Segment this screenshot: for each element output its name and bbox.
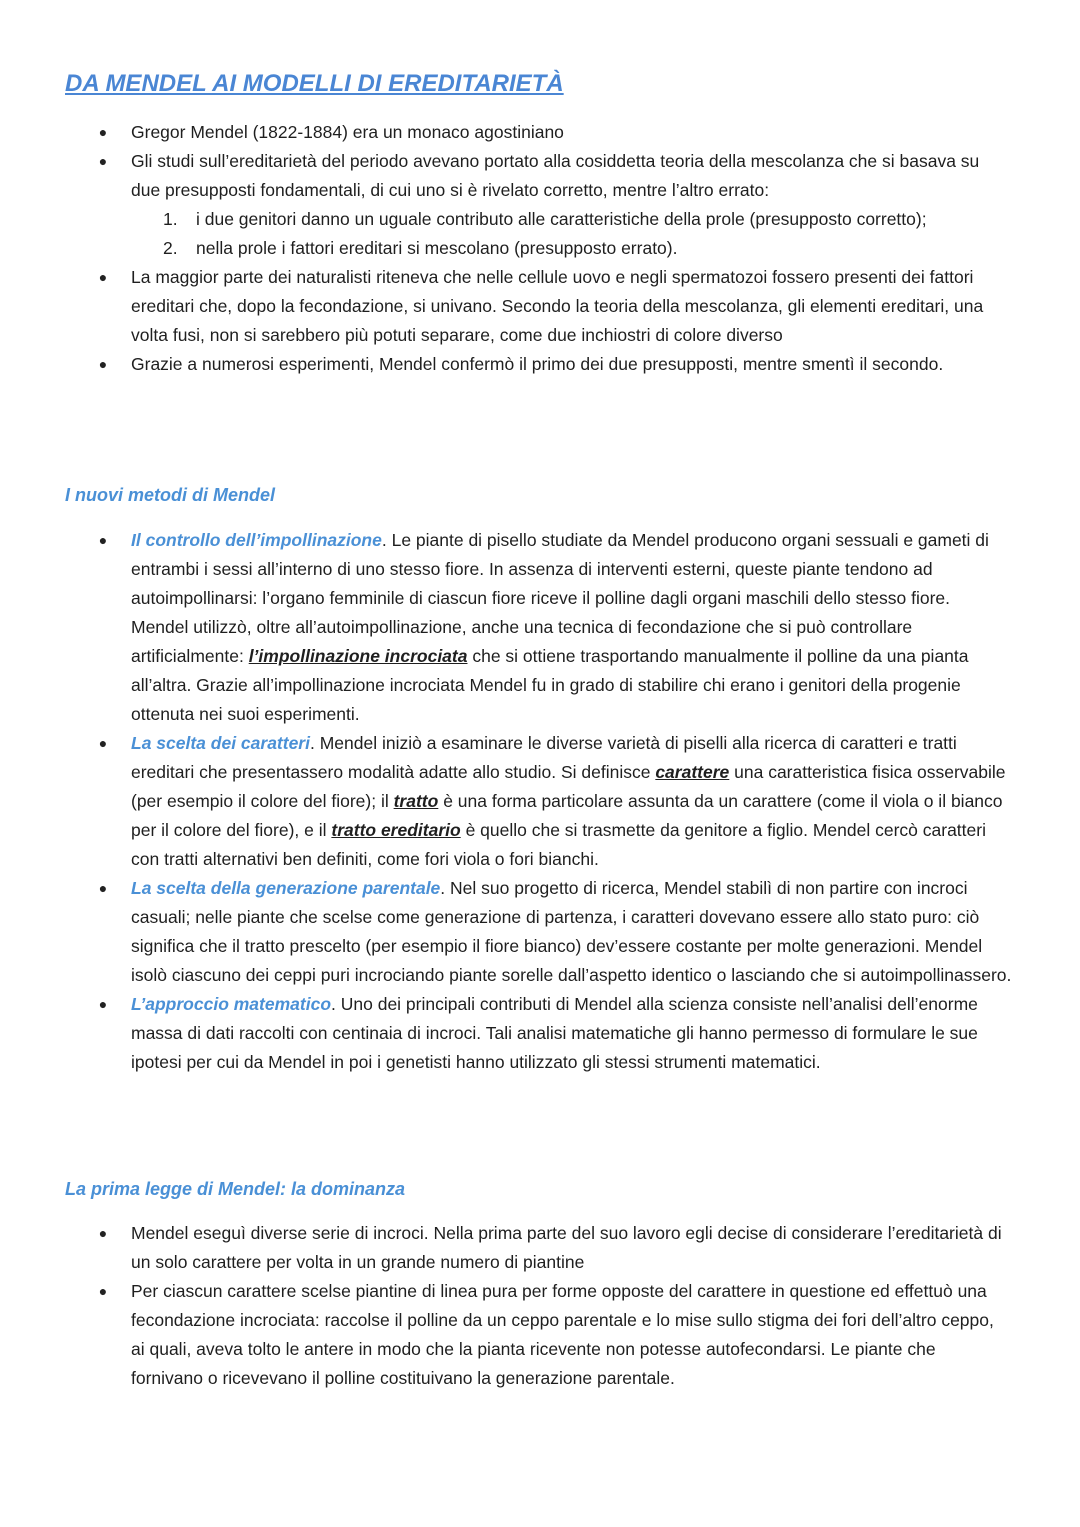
item-number: 2. (163, 238, 178, 258)
list-item (0, 990, 1080, 1077)
page-title: DA MENDEL AI MODELLI DI EREDITARIETÀ (65, 70, 564, 97)
section-heading-methods: I nuovi metodi di Mendel (65, 485, 276, 505)
list-item-text: Mendel eseguì diverse serie di incroci. Nella prima parte del suo lavoro egli decise di considerare l’ereditarietà di un solo carattere per volta in un grande numero di piantine (131, 1223, 1002, 1272)
bullet-icon: ● (98, 996, 108, 1012)
list-item (0, 263, 1080, 350)
numbered-item (0, 234, 1012, 263)
list-item-text: Per ciascun carattere scelse piantine di linea pura per forme opposte del carattere in questione ed effettuò una fecondazione incrociata: raccolse il polline da un ceppo parentale e lo mise sullo stigma dei fori dell’altro ceppo, ai quali, aveva tolto le antere in modo che la pianta ricevente non potesse autofecondarsi. Le piante che fornivano o ricevevano il polline costituivano la generazione parentale. (131, 1281, 994, 1388)
list-item-text: . Le piante di pisello studiate da Mendel producono organi sessuali e gameti di entrambi i sessi all’interno di uno stesso fiore. In assenza di interventi esterni, queste piante tendono ad autoimpollinarsi: l’organo femminile di ciascun fiore riceve il polline dagli organi maschili dello stesso fiore. Mendel utilizzò, oltre all’autoimpollinazione, anche una tecnica di fecondazione che si può controllare artificialmente: (131, 530, 989, 666)
bullet-icon: ● (98, 124, 108, 140)
list-item-text: che si ottiene trasportando manualmente il polline da una pianta all’altra. Grazie all’impollinazione incrociata Mendel fu in grado di stabilire chi erano i genitori della progenie ottenuta nei suoi esperimenti. (131, 646, 969, 724)
list-item (0, 118, 1080, 147)
list-item (0, 350, 1080, 379)
list-item-text: una caratteristica fisica osservabile (per esempio il colore del fiore); il (131, 762, 1006, 811)
bullet-icon: ● (98, 269, 108, 285)
list-item-text: è quello che si trasmette da genitore a figlio. Mendel cercò caratteri con tratti alternativi ben definiti, come fori viola o fori bianchi. (131, 820, 986, 869)
list-item-text: . Mendel iniziò a esaminare le diverse varietà di piselli alla ricerca di caratteri e tratti ereditari che presentassero modalità adatte allo studio. Si definisce (131, 733, 957, 782)
section-heading-dominance: La prima legge di Mendel: la dominanza (65, 1179, 406, 1199)
list-item (0, 147, 1080, 263)
methods-list (0, 526, 1080, 1077)
keyword: La scelta della generazione parentale (131, 878, 441, 898)
item-number: 1. (163, 209, 178, 229)
bullet-icon: ● (98, 880, 108, 896)
term: tratto (393, 791, 439, 811)
term: l’impollinazione incrociata (248, 646, 468, 666)
numbered-item (0, 205, 1012, 234)
list-item (0, 526, 1080, 729)
intro-list (0, 118, 1080, 379)
list-item-text: Grazie a numerosi esperimenti, Mendel confermò il primo dei due presupposti, mentre smentì il secondo. (131, 354, 944, 374)
list-item-text: La maggior parte dei naturalisti riteneva che nelle cellule uovo e negli spermatozoi fossero presenti dei fattori ereditari che, dopo la fecondazione, si univano. Secondo la teoria della mescolanza, gli elementi ereditari, una volta fusi, non si sarebbero più potuti separare, come due inchiostri di colore diverso (131, 267, 984, 345)
bullet-icon: ● (98, 356, 108, 372)
list-item (0, 729, 1080, 874)
bullet-icon: ● (98, 1225, 108, 1241)
bullet-icon: ● (98, 735, 108, 751)
list-item-text: Gli studi sull’ereditarietà del periodo avevano portato alla cosiddetta teoria della mescolanza che si basava su due presupposti fondamentali, di cui uno si è rivelato corretto, mentre l’altro errato: (131, 151, 980, 200)
list-item-text: . Uno dei principali contributi di Mendel alla scienza consiste nell’analisi dell’enorme massa di dati raccolti con centinaia di incroci. Tali analisi matematiche gli hanno permesso di formulare le sue ipotesi per cui da Mendel in poi i genetisti hanno utilizzato gli stessi strumenti matematici. (131, 994, 978, 1072)
list-item (0, 1219, 1080, 1277)
keyword: Il controllo dell’impollinazione (131, 530, 382, 550)
list-item-text: . Nel suo progetto di ricerca, Mendel stabilì di non partire con incroci casuali; nelle piante che scelse come generazione di partenza, i caratteri dovevano essere allo stato puro: ciò significa che il tratto prescelto (per esempio il fiore bianco) dev’essere costante per molte generazioni. Mendel isolò ciascuno dei ceppi puri incrociando piante sorelle dall’aspetto identico o lasciando che si autoimpollinassero. (131, 878, 1012, 985)
dominance-list (0, 1219, 1080, 1393)
numbered-list (131, 205, 1012, 263)
list-item (0, 1277, 1080, 1393)
bullet-icon: ● (98, 532, 108, 548)
term: tratto ereditario (331, 820, 461, 840)
bullet-icon: ● (98, 153, 108, 169)
bullet-icon: ● (98, 1283, 108, 1299)
numbered-item-text: i due genitori danno un uguale contributo alle caratteristiche della prole (presupposto corretto); (196, 209, 927, 229)
list-item-text: è una forma particolare assunta da un carattere (come il viola o il bianco per il colore del fiore), e il (131, 791, 1003, 840)
list-item-text: Gregor Mendel (1822-1884) era un monaco agostiniano (131, 122, 564, 142)
numbered-item-text: nella prole i fattori ereditari si mescolano (presupposto errato). (196, 238, 678, 258)
keyword: La scelta dei caratteri (131, 733, 310, 753)
keyword: L’approccio matematico (131, 994, 332, 1014)
term: carattere (655, 762, 730, 782)
list-item (0, 874, 1080, 990)
